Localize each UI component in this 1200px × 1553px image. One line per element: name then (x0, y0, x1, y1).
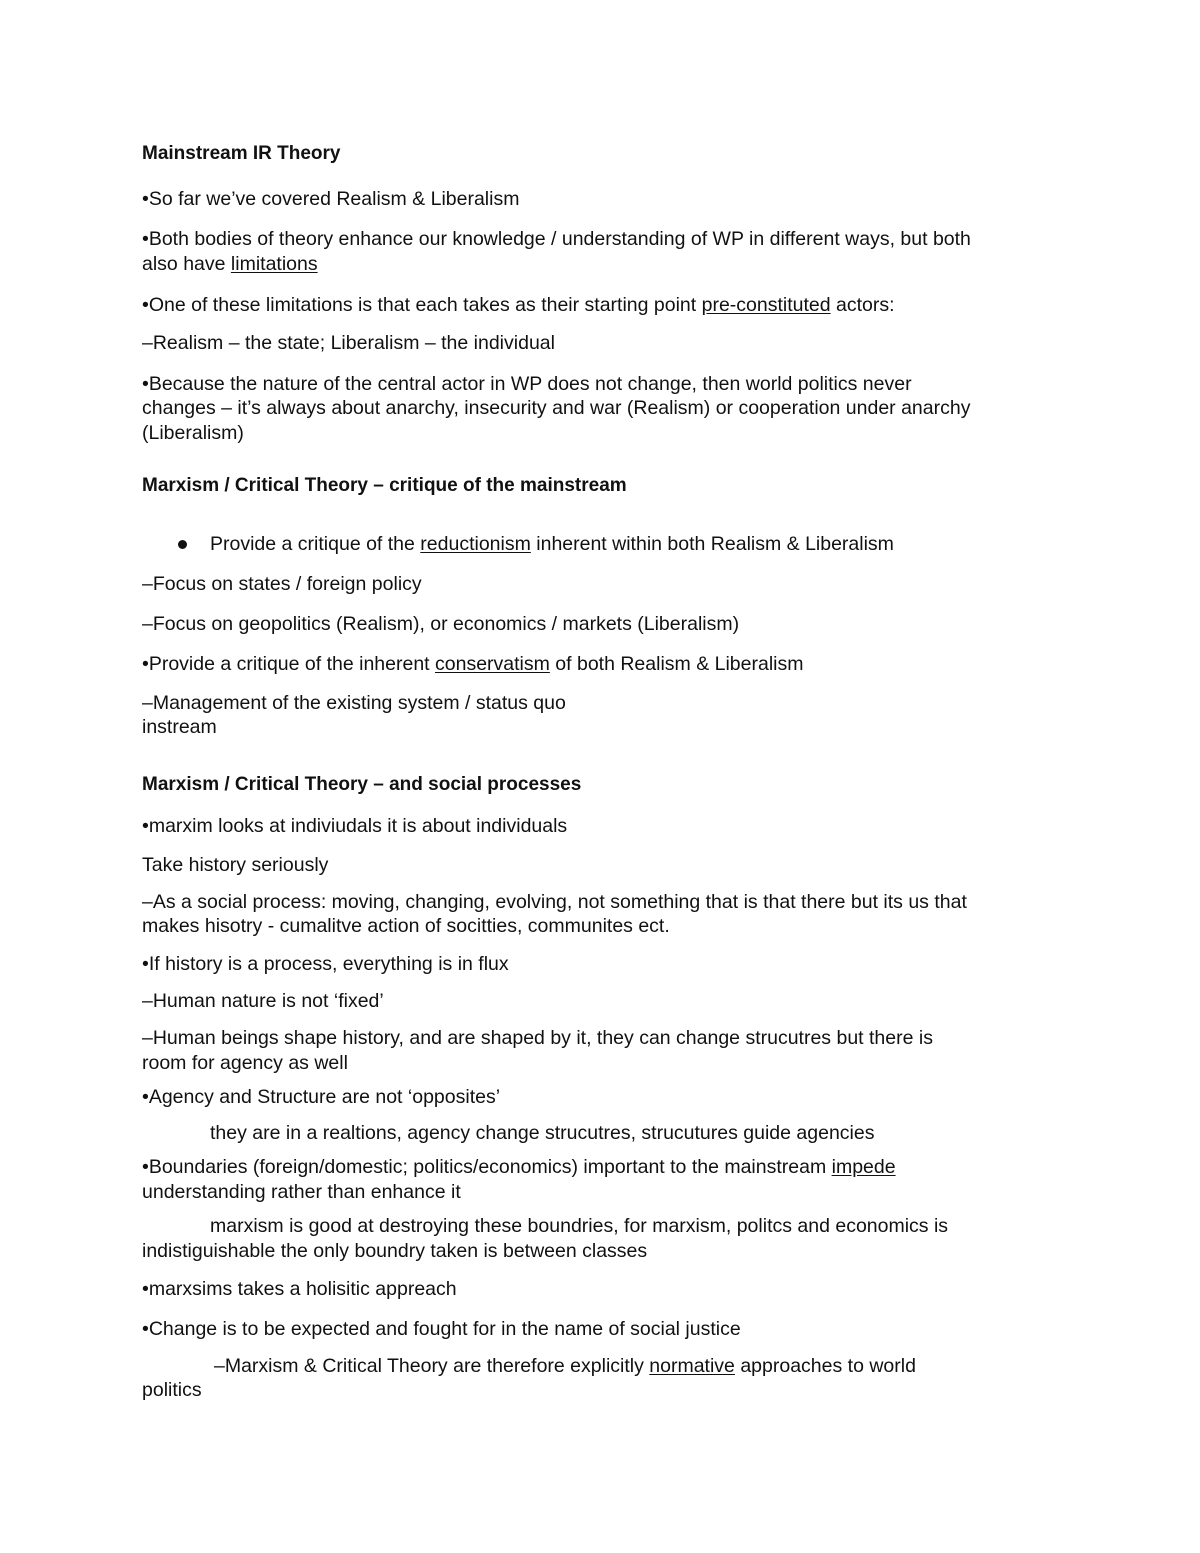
heading-critique-of-mainstream: Marxism / Critical Theory – critique of the mainstream (142, 475, 627, 496)
bullet-because-line1: •Because the nature of the central actor in WP does not change, then world politics never (142, 373, 912, 395)
dash-realism-liberalism: –Realism – the state; Liberalism – the individual (142, 332, 555, 354)
bullet-both-bodies-line2 (142, 252, 1072, 277)
bullet-conservatism (142, 652, 1072, 677)
bullet-agency-structure: •Agency and Structure are not ‘opposites’ (142, 1086, 501, 1108)
bullet-limitations (142, 293, 1072, 318)
stray-text-instream: instream (142, 716, 217, 738)
bullet-marxim-individuals: •marxim looks at indiviudals it is about individuals (142, 815, 568, 837)
text-segment: •Provide a critique of the inherent (142, 653, 435, 675)
bullet-reductionism (210, 532, 1070, 557)
text-segment: also have (142, 253, 231, 275)
indented-realtions: they are in a realtions, agency change strucutres, strucutures guide agencies (210, 1122, 875, 1144)
dash-social-process-line1: –As a social process: moving, changing, evolving, not something that is that there but its us that (142, 891, 967, 913)
dash-focus-states: –Focus on states / foreign policy (142, 573, 422, 595)
underlined-term-conservatism: conservatism (435, 653, 550, 675)
heading-mainstream-ir-theory: Mainstream IR Theory (142, 143, 341, 164)
underlined-term-impede: impede (831, 1156, 896, 1178)
bullet-because-line2: changes – it’s always about anarchy, insecurity and war (Realism) or cooperation under anarchy (142, 397, 971, 419)
dash-focus-geopolitics: –Focus on geopolitics (Realism), or economics / markets (Liberalism) (142, 613, 740, 635)
bullet-both-bodies-line1: •Both bodies of theory enhance our knowledge / understanding of WP in different ways, but both (142, 228, 971, 250)
bullet-dot-icon (178, 540, 187, 549)
text-take-history: Take history seriously (142, 854, 329, 876)
text-segment: •Boundaries (foreign/domestic; politics/economics) important to the mainstream (142, 1156, 832, 1178)
bullet-boundaries-line2: understanding rather than enhance it (142, 1181, 461, 1203)
text-segment: –Marxism & Critical Theory are therefore explicitly (214, 1355, 650, 1377)
bullet-so-far: •So far we’ve covered Realism & Liberalism (142, 188, 520, 210)
indented-normative-line2: politics (142, 1379, 202, 1401)
bullet-holisitic: •marxsims takes a holisitic appreach (142, 1278, 457, 1300)
text-segment: Provide a critique of the (210, 533, 421, 555)
dash-social-process-line2: makes hisotry - cumalitve action of socitties, communites ect. (142, 915, 670, 937)
underlined-term-normative: normative (649, 1355, 735, 1377)
underlined-term-limitations: limitations (230, 253, 318, 275)
bullet-boundaries-line1 (142, 1155, 1072, 1180)
indented-marxism-good-line2: indistiguishable the only boundry taken is between classes (142, 1240, 648, 1262)
dash-human-beings-line2: room for agency as well (142, 1052, 348, 1074)
text-segment: actors: (830, 294, 895, 316)
bullet-history-process: •If history is a process, everything is in flux (142, 953, 509, 975)
text-segment: inherent within both Realism & Liberalism (530, 533, 894, 555)
text-segment: of both Realism & Liberalism (549, 653, 804, 675)
text-segment: •One of these limitations is that each takes as their starting point (142, 294, 702, 316)
dash-human-beings-line1: –Human beings shape history, and are shaped by it, they can change strucutres but there is (142, 1027, 933, 1049)
text-segment: approaches to world (734, 1355, 916, 1377)
underlined-term-pre-constituted: pre-constituted (701, 294, 831, 316)
bullet-because-line3: (Liberalism) (142, 422, 244, 444)
underlined-term-reductionism: reductionism (420, 533, 531, 555)
dash-management: –Management of the existing system / status quo (142, 692, 566, 714)
bullet-change: •Change is to be expected and fought for in the name of social justice (142, 1318, 741, 1340)
heading-social-processes: Marxism / Critical Theory – and social processes (142, 774, 582, 795)
indented-normative-line1 (214, 1354, 1074, 1379)
indented-marxism-good-line1: marxism is good at destroying these boundries, for marxism, politcs and economics is (210, 1215, 949, 1237)
dash-human-nature: –Human nature is not ‘fixed’ (142, 990, 384, 1012)
